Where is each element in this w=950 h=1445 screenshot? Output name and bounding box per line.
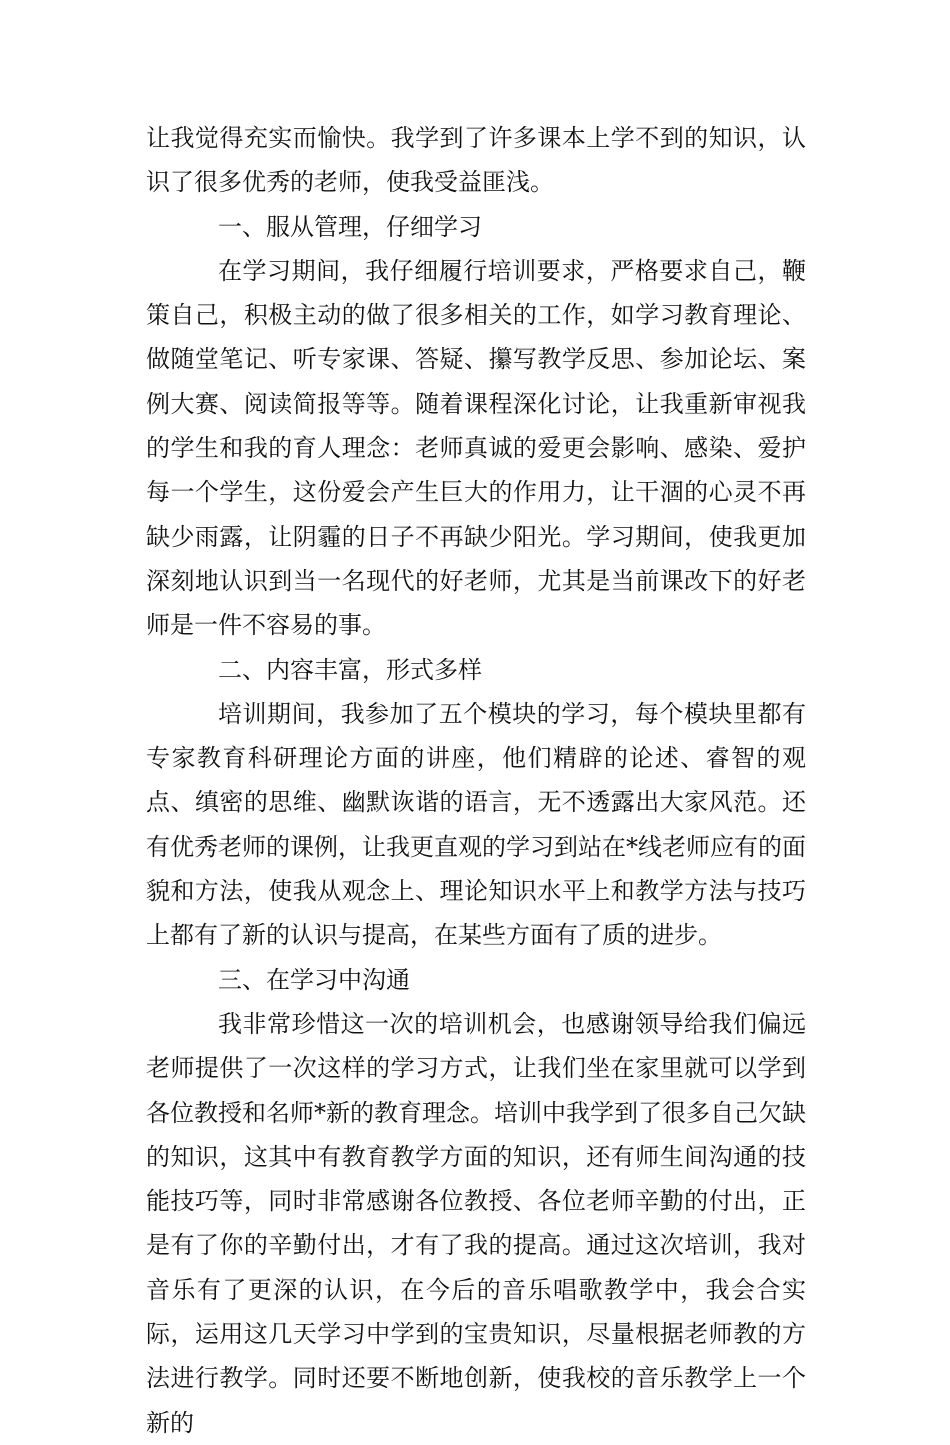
- section-heading-3: 三、在学习中沟通: [218, 965, 410, 994]
- paragraph-section-2: 培训期间，我参加了五个模块的学习，每个模块里都有专家教育科研理论方面的讲座，他们精辟的论述、睿智的观点、缜密的思维、幽默诙谐的语言，无不透露出大家风范。还有优秀老师的课例，让我更直观的学习到站在*线老师应有的面貌和方法，使我从观念上、理论知识水平上和教学方法与技巧上都有了新的认识与提高，在某些方面有了质的进步。: [146, 699, 806, 950]
- paragraph-section-3: 我非常珍惜这一次的培训机会，也感谢领导给我们偏远老师提供了一次这样的学习方式，让我们坐在家里就可以学到各位教授和名师*新的教育理念。培训中我学到了很多自己欠缺的知识，这其中有教育教学方面的知识，还有师生间沟通的技能技巧等，同时非常感谢各位教授、各位老师辛勤的付出，正是有了你的辛勤付出，才有了我的提高。通过这次培训，我对音乐有了更深的认识，在今后的音乐唱歌教学中，我会合实际，运用这几天学习中学到的宝贵知识，尽量根据老师教的方法进行教学。同时还要不断地创新，使我校的音乐教学上一个新的: [146, 1009, 806, 1437]
- paragraph-section-1: 在学习期间，我仔细履行培训要求，严格要求自己，鞭策自己，积极主动的做了很多相关的工作，如学习教育理论、做随堂笔记、听专家课、答疑、攥写教学反思、参加论坛、案例大赛、阅读简报等等。随着课程深化讨论，让我重新审视我的学生和我的育人理念：老师真诚的爱更会影响、感染、爱护每一个学生，这份爱会产生巨大的作用力，让干涸的心灵不再缺少雨露，让阴霾的日子不再缺少阳光。学习期间，使我更加深刻地认识到当一名现代的好老师，尤其是当前课改下的好老师是一件不容易的事。: [146, 256, 806, 640]
- paragraph-continuation: 让我觉得充实而愉快。我学到了许多课本上学不到的知识，认识了很多优秀的老师，使我受益匪浅。: [146, 124, 806, 197]
- document-body: [146, 116, 806, 1445]
- section-heading-2: 二、内容丰富，形式多样: [218, 655, 482, 684]
- section-heading-1: 一、服从管理，仔细学习: [218, 212, 482, 241]
